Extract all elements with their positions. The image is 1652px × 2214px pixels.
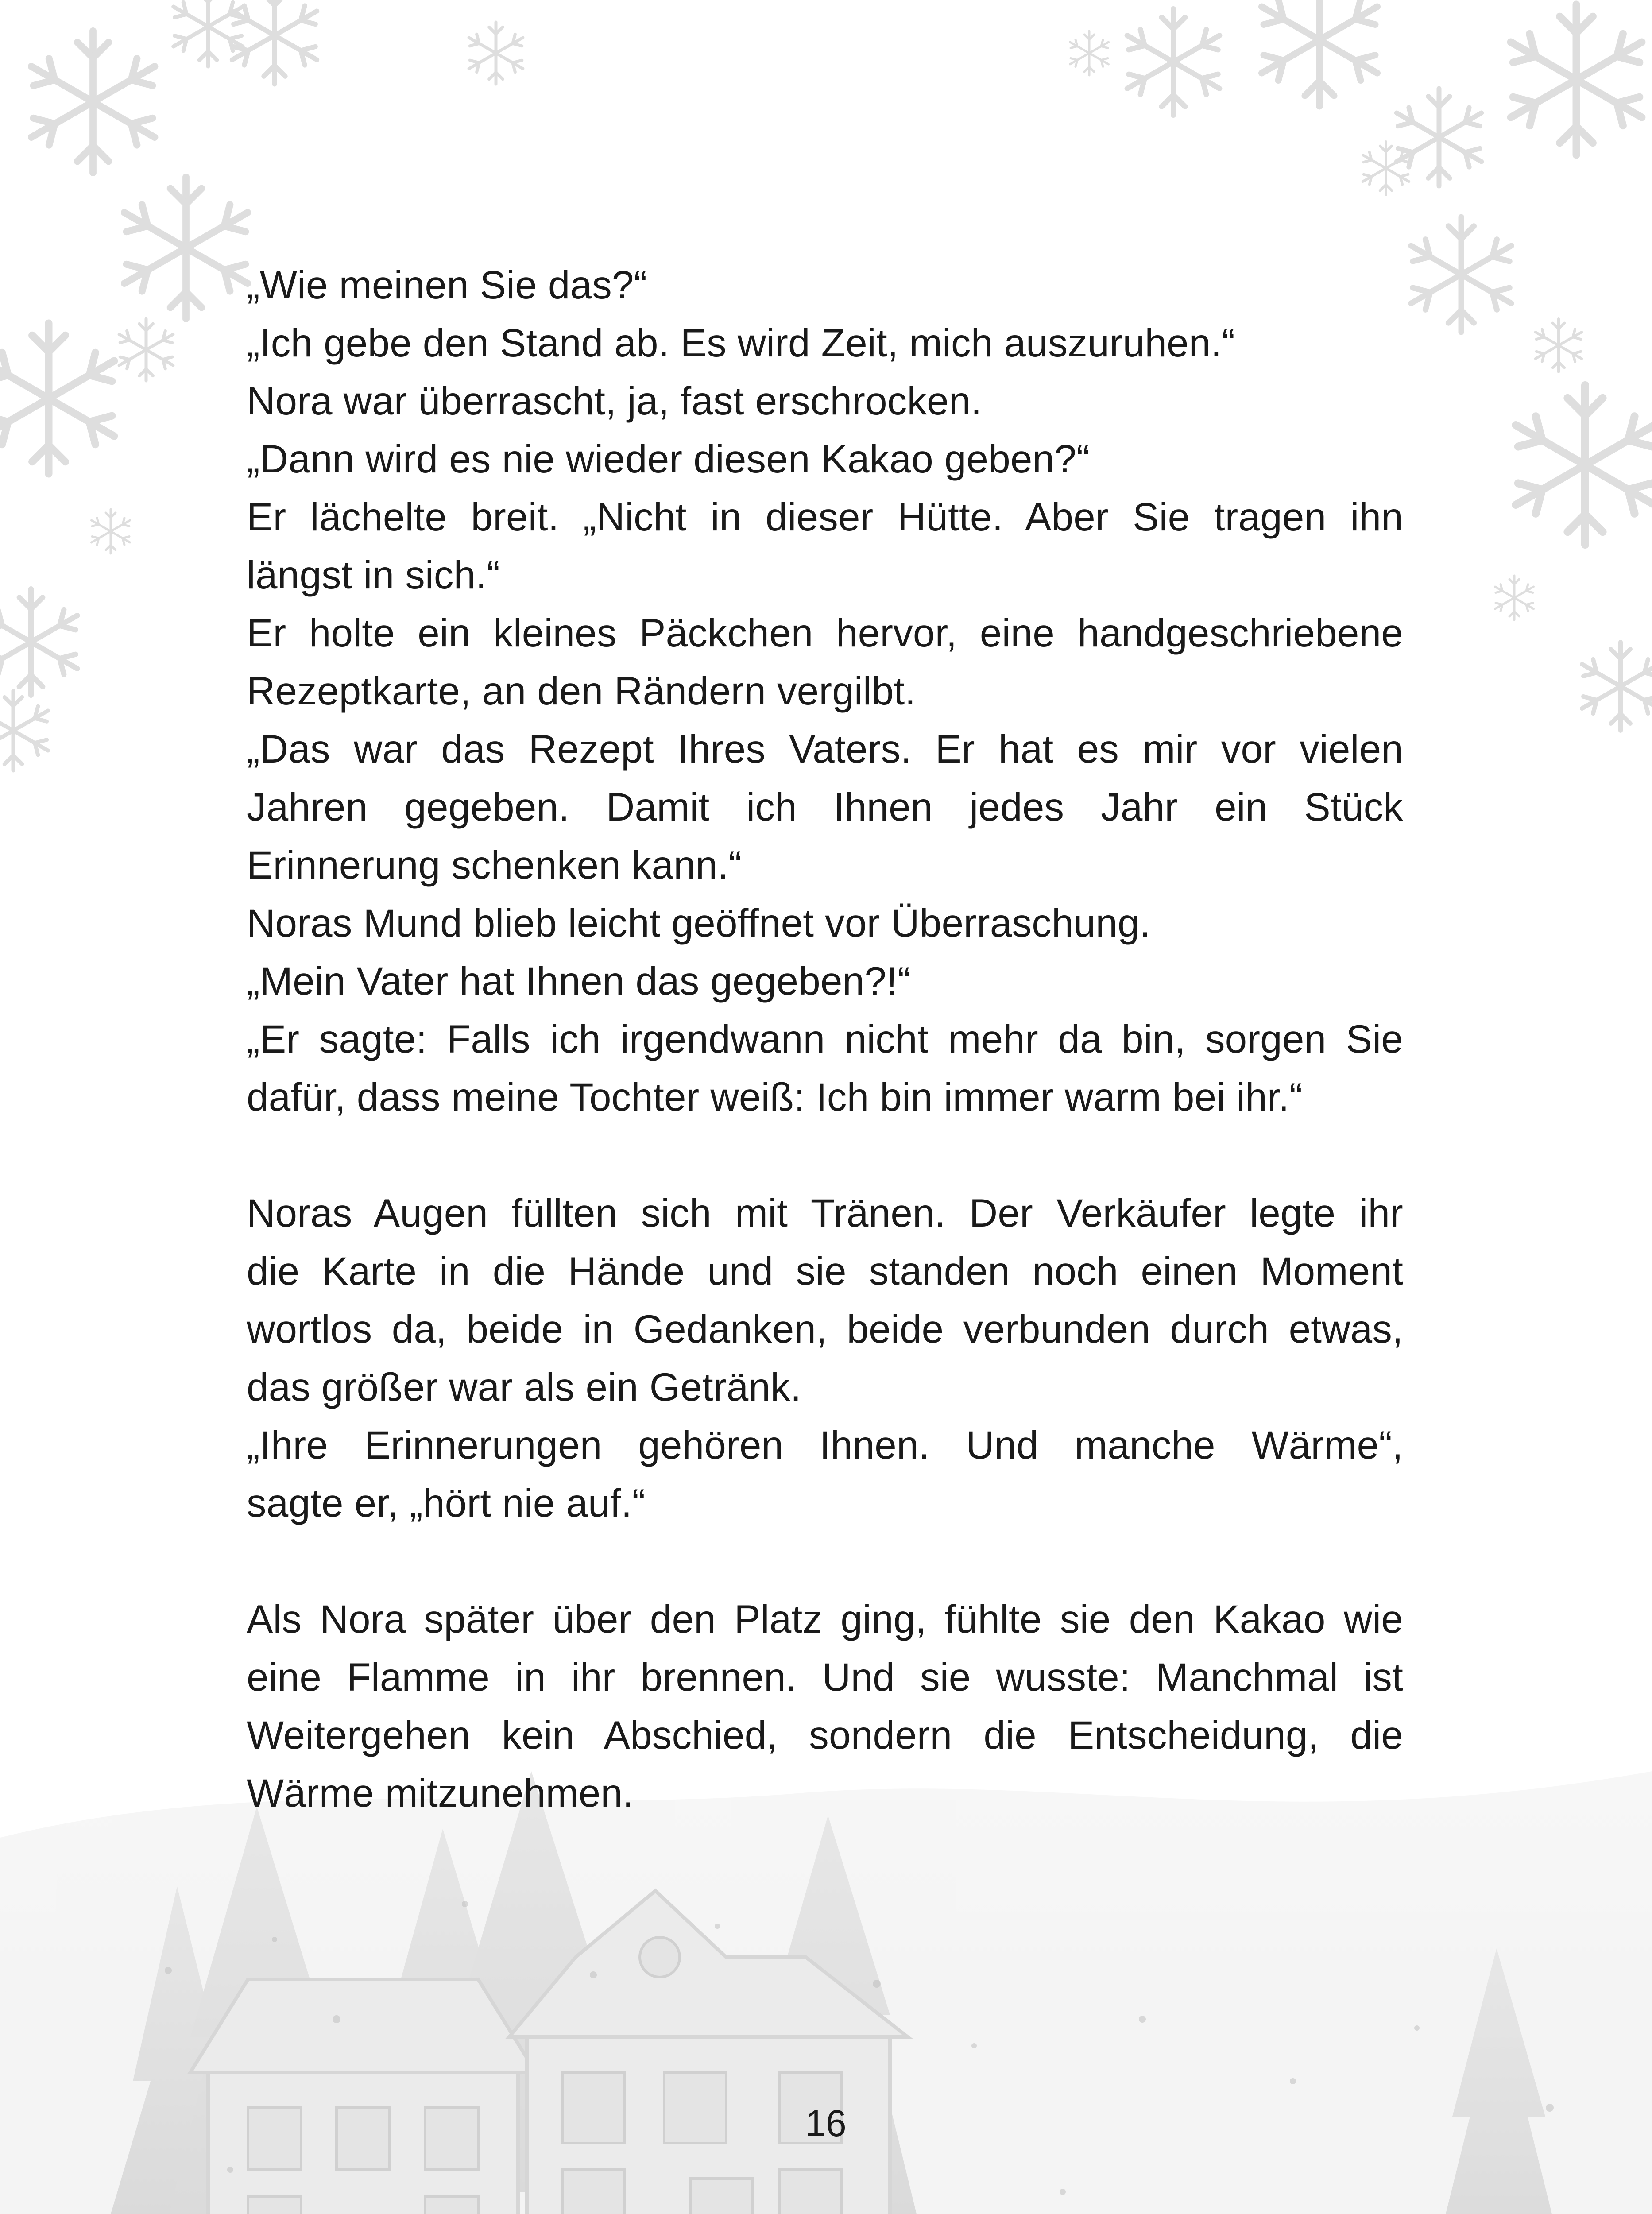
text-line: wortlos da, beide in Gedanken, beide verbunden durch etwas, xyxy=(247,1307,1403,1351)
story-text xyxy=(247,256,1403,1822)
text-line: Er lächelte breit. „Nicht in dieser Hütte. Aber Sie tragen ihn xyxy=(247,495,1403,539)
text-line: die Karte in die Hände und sie standen noch einen Moment xyxy=(247,1249,1403,1293)
text-line: längst in sich.“ xyxy=(247,553,500,597)
text-line: „Wie meinen Sie das?“ xyxy=(247,263,647,307)
text-line: „Das war das Rezept Ihres Vaters. Er hat es mir vor vielen xyxy=(247,727,1403,771)
text-line: dafür, dass meine Tochter weiß: Ich bin immer warm bei ihr.“ xyxy=(247,1075,1303,1119)
page-number: 16 xyxy=(805,2102,847,2144)
text-line: sagte er, „hört nie auf.“ xyxy=(247,1481,646,1525)
text-line: Nora war überrascht, ja, fast erschrocken. xyxy=(247,379,982,423)
text-line: Rezeptkarte, an den Rändern vergilbt. xyxy=(247,669,916,713)
text-line: Als Nora später über den Platz ging, fühlte sie den Kakao wie xyxy=(247,1597,1403,1641)
text-line: Noras Mund blieb leicht geöffnet vor Überraschung. xyxy=(247,901,1151,945)
paragraph-gap xyxy=(247,1532,1403,1590)
text-line: Erinnerung schenken kann.“ xyxy=(247,843,742,887)
text-line: Er holte ein kleines Päckchen hervor, eine handgeschriebene xyxy=(247,611,1403,655)
text-line: Noras Augen füllten sich mit Tränen. Der Verkäufer legte ihr xyxy=(247,1191,1403,1235)
text-line: Wärme mitzunehmen. xyxy=(247,1771,634,1815)
text-line: Jahren gegeben. Damit ich Ihnen jedes Jahr ein Stück xyxy=(247,785,1403,829)
text-line: Weitergehen kein Abschied, sondern die Entscheidung, die xyxy=(247,1713,1403,1757)
text-line: „Mein Vater hat Ihnen das gegeben?!“ xyxy=(247,959,911,1003)
text-line: „Dann wird es nie wieder diesen Kakao geben?“ xyxy=(247,437,1090,481)
text-line: eine Flamme in ihr brennen. Und sie wusste: Manchmal ist xyxy=(247,1655,1403,1699)
winter-village-scene xyxy=(0,1771,1652,2214)
paragraph-gap xyxy=(247,1126,1403,1184)
text-line: „Ihre Erinnerungen gehören Ihnen. Und manche Wärme“, xyxy=(247,1423,1403,1467)
text-line: „Ich gebe den Stand ab. Es wird Zeit, mich auszuruhen.“ xyxy=(247,321,1235,365)
text-line: das größer war als ein Getränk. xyxy=(247,1365,801,1409)
text-line: „Er sagte: Falls ich irgendwann nicht mehr da bin, sorgen Sie xyxy=(247,1017,1403,1061)
